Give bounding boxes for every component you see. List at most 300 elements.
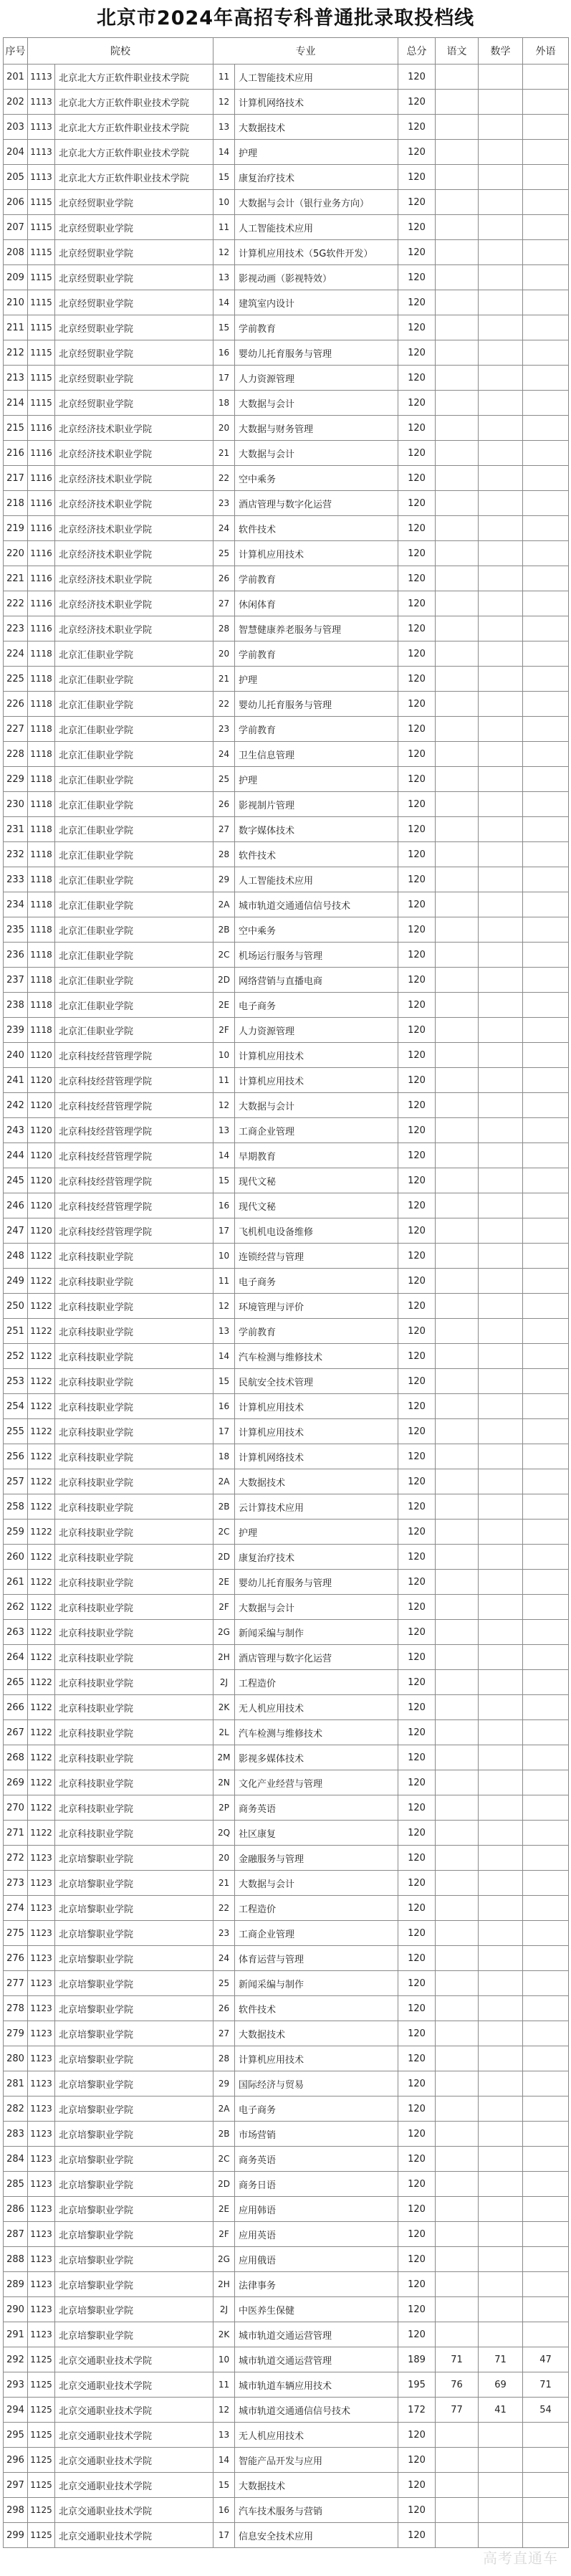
foreign-score-cell — [523, 1996, 569, 2021]
school-name-cell: 北京科技职业学院 — [55, 1695, 213, 1720]
total-score-cell: 120 — [398, 215, 436, 240]
school-code-cell: 1122 — [28, 1595, 55, 1620]
school-name-cell: 北京经济技术职业学院 — [55, 466, 213, 491]
chinese-score-cell — [436, 366, 479, 391]
school-name-cell: 北京交通职业技术学院 — [55, 2448, 213, 2473]
major-name-cell: 学前教育 — [235, 566, 398, 591]
math-score-cell — [479, 817, 523, 842]
major-code-cell: 10 — [213, 1043, 235, 1068]
seq-cell: 212 — [4, 340, 28, 366]
chinese-score-cell — [436, 1871, 479, 1896]
total-score-cell: 120 — [398, 1143, 436, 1168]
school-name-cell: 北京科技职业学院 — [55, 1745, 213, 1770]
school-code-cell: 1125 — [28, 2473, 55, 2498]
school-code-cell: 1115 — [28, 340, 55, 366]
chinese-score-cell — [436, 943, 479, 968]
school-name-cell: 北京科技经营管理学院 — [55, 1068, 213, 1093]
major-code-cell: 13 — [213, 265, 235, 290]
total-score-cell: 120 — [398, 541, 436, 566]
chinese-score-cell — [436, 1419, 479, 1444]
major-code-cell: 21 — [213, 667, 235, 692]
school-name-cell: 北京交通职业技术学院 — [55, 2398, 213, 2423]
school-code-cell: 1122 — [28, 1620, 55, 1645]
table-row — [4, 566, 569, 591]
total-score-cell: 120 — [398, 1093, 436, 1118]
major-name-cell: 婴幼儿托育服务与管理 — [235, 340, 398, 366]
total-score-cell: 120 — [398, 641, 436, 667]
school-code-cell: 1116 — [28, 441, 55, 466]
foreign-score-cell — [523, 1118, 569, 1143]
total-score-cell: 120 — [398, 441, 436, 466]
school-name-cell: 北京汇佳职业学院 — [55, 742, 213, 767]
major-name-cell: 无人机应用技术 — [235, 1695, 398, 1720]
school-name-cell: 北京汇佳职业学院 — [55, 867, 213, 892]
school-code-cell: 1123 — [28, 1946, 55, 1971]
school-code-cell: 1122 — [28, 1720, 55, 1745]
total-score-cell: 120 — [398, 616, 436, 641]
major-code-cell: 2J — [213, 1670, 235, 1695]
foreign-score-cell — [523, 65, 569, 90]
major-code-cell: 23 — [213, 1921, 235, 1946]
major-code-cell: 2P — [213, 1795, 235, 1821]
school-code-cell: 1122 — [28, 1545, 55, 1570]
school-name-cell: 北京科技职业学院 — [55, 1620, 213, 1645]
school-name-cell: 北京汇佳职业学院 — [55, 767, 213, 792]
chinese-score-cell — [436, 1218, 479, 1244]
chinese-score-cell — [436, 2222, 479, 2247]
major-name-cell: 休闲体育 — [235, 591, 398, 616]
school-code-cell: 1118 — [28, 667, 55, 692]
major-name-cell: 城市轨道交通运营管理 — [235, 2322, 398, 2347]
foreign-score-cell — [523, 1294, 569, 1319]
total-score-cell: 120 — [398, 491, 436, 516]
foreign-score-cell — [523, 1545, 569, 1570]
school-code-cell: 1116 — [28, 591, 55, 616]
major-name-cell: 金融服务与管理 — [235, 1846, 398, 1871]
table-row — [4, 867, 569, 892]
major-code-cell: 25 — [213, 541, 235, 566]
major-code-cell: 26 — [213, 792, 235, 817]
seq-cell: 294 — [4, 2398, 28, 2423]
chinese-score-cell — [436, 190, 479, 215]
foreign-score-cell — [523, 416, 569, 441]
seq-cell: 218 — [4, 491, 28, 516]
foreign-score-cell — [523, 115, 569, 140]
school-code-cell: 1122 — [28, 1369, 55, 1394]
foreign-score-cell: 54 — [523, 2398, 569, 2423]
major-code-cell: 2B — [213, 2122, 235, 2147]
total-score-cell: 120 — [398, 1971, 436, 1996]
math-score-cell — [479, 1520, 523, 1545]
chinese-score-cell — [436, 2448, 479, 2473]
foreign-score-cell — [523, 1871, 569, 1896]
chinese-score-cell — [436, 265, 479, 290]
total-score-cell: 120 — [398, 1595, 436, 1620]
school-code-cell: 1122 — [28, 1570, 55, 1595]
table-row — [4, 692, 569, 717]
major-code-cell: 2L — [213, 1720, 235, 1745]
foreign-score-cell — [523, 1394, 569, 1419]
chinese-score-cell — [436, 1570, 479, 1595]
school-name-cell: 北京汇佳职业学院 — [55, 993, 213, 1018]
seq-cell: 296 — [4, 2448, 28, 2473]
school-code-cell: 1125 — [28, 2523, 55, 2548]
foreign-score-cell — [523, 2071, 569, 2096]
header-chinese: 语文 — [436, 38, 479, 65]
school-code-cell: 1123 — [28, 2172, 55, 2197]
school-name-cell: 北京培黎职业学院 — [55, 2046, 213, 2071]
chinese-score-cell — [436, 1545, 479, 1570]
school-name-cell: 北京汇佳职业学院 — [55, 1018, 213, 1043]
major-code-cell: 24 — [213, 742, 235, 767]
major-name-cell: 城市轨道车辆应用技术 — [235, 2372, 398, 2398]
math-score-cell — [479, 2423, 523, 2448]
math-score-cell — [479, 2071, 523, 2096]
math-score-cell: 69 — [479, 2372, 523, 2398]
table-row — [4, 1971, 569, 1996]
table-row — [4, 1745, 569, 1770]
foreign-score-cell: 47 — [523, 2347, 569, 2372]
chinese-score-cell — [436, 165, 479, 190]
table-row — [4, 315, 569, 340]
math-score-cell — [479, 2322, 523, 2347]
major-name-cell: 人力资源管理 — [235, 1018, 398, 1043]
total-score-cell: 120 — [398, 315, 436, 340]
major-code-cell: 11 — [213, 215, 235, 240]
major-name-cell: 汽车检测与维修技术 — [235, 1344, 398, 1369]
school-name-cell: 北京交通职业技术学院 — [55, 2498, 213, 2523]
table-row — [4, 2122, 569, 2147]
admission-score-table — [3, 37, 569, 2548]
chinese-score-cell — [436, 1018, 479, 1043]
table-row — [4, 2071, 569, 2096]
seq-cell: 230 — [4, 792, 28, 817]
major-name-cell: 护理 — [235, 667, 398, 692]
header-total: 总分 — [398, 38, 436, 65]
seq-cell: 228 — [4, 742, 28, 767]
major-code-cell: 13 — [213, 1319, 235, 1344]
table-row — [4, 1043, 569, 1068]
total-score-cell: 120 — [398, 1469, 436, 1494]
major-name-cell: 大数据技术 — [235, 2473, 398, 2498]
major-code-cell: 2A — [213, 892, 235, 917]
watermark: 高考直通车 — [483, 2549, 558, 2567]
chinese-score-cell — [436, 1846, 479, 1871]
school-code-cell: 1120 — [28, 1218, 55, 1244]
math-score-cell — [479, 391, 523, 416]
major-code-cell: 13 — [213, 1118, 235, 1143]
total-score-cell: 120 — [398, 968, 436, 993]
major-code-cell: 24 — [213, 516, 235, 541]
chinese-score-cell — [436, 115, 479, 140]
seq-cell: 237 — [4, 968, 28, 993]
school-code-cell: 1123 — [28, 1921, 55, 1946]
math-score-cell — [479, 2046, 523, 2071]
math-score-cell — [479, 1494, 523, 1520]
school-name-cell: 北京经贸职业学院 — [55, 190, 213, 215]
school-name-cell: 北京培黎职业学院 — [55, 2297, 213, 2322]
chinese-score-cell — [436, 667, 479, 692]
chinese-score-cell — [436, 1043, 479, 1068]
major-name-cell: 计算机应用技术（5G软件开发） — [235, 240, 398, 265]
math-score-cell — [479, 1871, 523, 1896]
seq-cell: 204 — [4, 140, 28, 165]
foreign-score-cell — [523, 1720, 569, 1745]
school-code-cell: 1125 — [28, 2372, 55, 2398]
seq-cell: 265 — [4, 1670, 28, 1695]
math-score-cell — [479, 1068, 523, 1093]
total-score-cell: 195 — [398, 2372, 436, 2398]
major-name-cell: 城市轨道交通通信信号技术 — [235, 2398, 398, 2423]
table-row — [4, 2523, 569, 2548]
major-name-cell: 体育运营与管理 — [235, 1946, 398, 1971]
school-code-cell: 1120 — [28, 1093, 55, 1118]
total-score-cell: 120 — [398, 1118, 436, 1143]
foreign-score-cell — [523, 993, 569, 1018]
major-code-cell: 15 — [213, 1168, 235, 1193]
school-name-cell: 北京培黎职业学院 — [55, 1996, 213, 2021]
major-code-cell: 17 — [213, 2523, 235, 2548]
seq-cell: 257 — [4, 1469, 28, 1494]
total-score-cell: 120 — [398, 792, 436, 817]
math-score-cell — [479, 541, 523, 566]
total-score-cell: 120 — [398, 416, 436, 441]
seq-cell: 281 — [4, 2071, 28, 2096]
school-name-cell: 北京培黎职业学院 — [55, 1946, 213, 1971]
total-score-cell: 120 — [398, 1494, 436, 1520]
math-score-cell — [479, 917, 523, 943]
foreign-score-cell — [523, 2122, 569, 2147]
major-name-cell: 数字媒体技术 — [235, 817, 398, 842]
school-code-cell: 1120 — [28, 1193, 55, 1218]
table-row — [4, 1896, 569, 1921]
chinese-score-cell: 77 — [436, 2398, 479, 2423]
school-name-cell: 北京科技职业学院 — [55, 1419, 213, 1444]
table-row — [4, 667, 569, 692]
total-score-cell: 120 — [398, 1545, 436, 1570]
foreign-score-cell — [523, 2046, 569, 2071]
school-name-cell: 北京汇佳职业学院 — [55, 667, 213, 692]
foreign-score-cell — [523, 90, 569, 115]
foreign-score-cell — [523, 742, 569, 767]
school-code-cell: 1122 — [28, 1269, 55, 1294]
seq-cell: 261 — [4, 1570, 28, 1595]
major-code-cell: 27 — [213, 2021, 235, 2046]
foreign-score-cell — [523, 2297, 569, 2322]
major-code-cell: 22 — [213, 692, 235, 717]
seq-cell: 263 — [4, 1620, 28, 1645]
school-name-cell: 北京科技经营管理学院 — [55, 1093, 213, 1118]
total-score-cell: 120 — [398, 140, 436, 165]
header-math: 数学 — [479, 38, 523, 65]
school-code-cell: 1123 — [28, 2222, 55, 2247]
major-name-cell: 应用韩语 — [235, 2197, 398, 2222]
total-score-cell: 120 — [398, 2122, 436, 2147]
table-row — [4, 2398, 569, 2423]
major-name-cell: 大数据与会计 — [235, 1093, 398, 1118]
chinese-score-cell — [436, 2297, 479, 2322]
math-score-cell — [479, 993, 523, 1018]
major-name-cell: 人力资源管理 — [235, 366, 398, 391]
major-code-cell: 2G — [213, 2247, 235, 2272]
school-name-cell: 北京经贸职业学院 — [55, 366, 213, 391]
table-row — [4, 1193, 569, 1218]
foreign-score-cell — [523, 1770, 569, 1795]
school-code-cell: 1120 — [28, 1143, 55, 1168]
table-row — [4, 1018, 569, 1043]
major-name-cell: 大数据与财务管理 — [235, 416, 398, 441]
foreign-score-cell — [523, 1093, 569, 1118]
foreign-score-cell — [523, 842, 569, 867]
total-score-cell: 120 — [398, 516, 436, 541]
table-row — [4, 2222, 569, 2247]
school-name-cell: 北京经贸职业学院 — [55, 391, 213, 416]
chinese-score-cell — [436, 767, 479, 792]
school-code-cell: 1123 — [28, 2147, 55, 2172]
major-code-cell: 26 — [213, 566, 235, 591]
math-score-cell — [479, 1570, 523, 1595]
school-name-cell: 北京培黎职业学院 — [55, 2021, 213, 2046]
school-code-cell: 1116 — [28, 516, 55, 541]
major-code-cell: 2J — [213, 2297, 235, 2322]
seq-cell: 240 — [4, 1043, 28, 1068]
major-name-cell: 护理 — [235, 140, 398, 165]
total-score-cell: 120 — [398, 366, 436, 391]
total-score-cell: 120 — [398, 2071, 436, 2096]
seq-cell: 239 — [4, 1018, 28, 1043]
table-row — [4, 1143, 569, 1168]
major-code-cell: 12 — [213, 240, 235, 265]
seq-cell: 202 — [4, 90, 28, 115]
major-code-cell: 27 — [213, 591, 235, 616]
major-code-cell: 2H — [213, 1645, 235, 1670]
total-score-cell: 120 — [398, 2423, 436, 2448]
table-row — [4, 1444, 569, 1469]
major-name-cell: 计算机应用技术 — [235, 1394, 398, 1419]
chinese-score-cell — [436, 2197, 479, 2222]
school-code-cell: 1118 — [28, 1018, 55, 1043]
table-row — [4, 416, 569, 441]
total-score-cell: 120 — [398, 1896, 436, 1921]
seq-cell: 297 — [4, 2473, 28, 2498]
chinese-score-cell — [436, 2071, 479, 2096]
math-score-cell — [479, 2172, 523, 2197]
total-score-cell: 120 — [398, 115, 436, 140]
major-code-cell: 26 — [213, 1996, 235, 2021]
math-score-cell — [479, 2021, 523, 2046]
seq-cell: 211 — [4, 315, 28, 340]
major-code-cell: 21 — [213, 441, 235, 466]
math-score-cell — [479, 2272, 523, 2297]
total-score-cell: 120 — [398, 290, 436, 315]
major-name-cell: 人工智能技术应用 — [235, 65, 398, 90]
total-score-cell: 120 — [398, 1695, 436, 1720]
table-row — [4, 1344, 569, 1369]
school-code-cell: 1122 — [28, 1494, 55, 1520]
math-score-cell — [479, 491, 523, 516]
major-name-cell: 空中乘务 — [235, 466, 398, 491]
school-code-cell: 1122 — [28, 1520, 55, 1545]
school-code-cell: 1122 — [28, 1821, 55, 1846]
total-score-cell: 120 — [398, 340, 436, 366]
major-name-cell: 影视制片管理 — [235, 792, 398, 817]
seq-cell: 290 — [4, 2297, 28, 2322]
major-name-cell: 软件技术 — [235, 842, 398, 867]
chinese-score-cell — [436, 140, 479, 165]
major-name-cell: 婴幼儿托育服务与管理 — [235, 1570, 398, 1595]
major-name-cell: 智慧健康养老服务与管理 — [235, 616, 398, 641]
math-score-cell — [479, 1645, 523, 1670]
chinese-score-cell — [436, 1369, 479, 1394]
school-code-cell: 1118 — [28, 742, 55, 767]
seq-cell: 298 — [4, 2498, 28, 2523]
total-score-cell: 120 — [398, 767, 436, 792]
table-row — [4, 1795, 569, 1821]
major-name-cell: 卫生信息管理 — [235, 742, 398, 767]
total-score-cell: 120 — [398, 817, 436, 842]
foreign-score-cell — [523, 943, 569, 968]
seq-cell: 201 — [4, 65, 28, 90]
seq-cell: 253 — [4, 1369, 28, 1394]
school-code-cell: 1118 — [28, 968, 55, 993]
major-name-cell: 环境管理与评价 — [235, 1294, 398, 1319]
major-code-cell: 13 — [213, 115, 235, 140]
chinese-score-cell — [436, 641, 479, 667]
foreign-score-cell — [523, 1745, 569, 1770]
total-score-cell: 120 — [398, 2523, 436, 2548]
chinese-score-cell — [436, 591, 479, 616]
major-name-cell: 云计算技术应用 — [235, 1494, 398, 1520]
chinese-score-cell: 76 — [436, 2372, 479, 2398]
table-row — [4, 917, 569, 943]
total-score-cell: 120 — [398, 1419, 436, 1444]
table-row — [4, 1846, 569, 1871]
major-name-cell: 学前教育 — [235, 1319, 398, 1344]
table-row — [4, 65, 569, 90]
math-score-cell — [479, 968, 523, 993]
foreign-score-cell — [523, 2247, 569, 2272]
foreign-score-cell — [523, 1193, 569, 1218]
seq-cell: 251 — [4, 1319, 28, 1344]
major-code-cell: 12 — [213, 1294, 235, 1319]
school-name-cell: 北京科技职业学院 — [55, 1645, 213, 1670]
school-code-cell: 1120 — [28, 1118, 55, 1143]
chinese-score-cell — [436, 1269, 479, 1294]
major-name-cell: 酒店管理与数字化运营 — [235, 1645, 398, 1670]
table-row — [4, 2297, 569, 2322]
major-code-cell: 14 — [213, 1344, 235, 1369]
school-name-cell: 北京汇佳职业学院 — [55, 641, 213, 667]
seq-cell: 273 — [4, 1871, 28, 1896]
major-name-cell: 康复治疗技术 — [235, 1545, 398, 1570]
seq-cell: 229 — [4, 767, 28, 792]
chinese-score-cell — [436, 1795, 479, 1821]
total-score-cell: 120 — [398, 1068, 436, 1093]
school-code-cell: 1118 — [28, 767, 55, 792]
school-code-cell: 1123 — [28, 2096, 55, 2122]
school-name-cell: 北京经济技术职业学院 — [55, 416, 213, 441]
math-score-cell — [479, 2523, 523, 2548]
table-row — [4, 1419, 569, 1444]
school-code-cell: 1118 — [28, 717, 55, 742]
major-code-cell: 12 — [213, 2398, 235, 2423]
school-code-cell: 1122 — [28, 1344, 55, 1369]
chinese-score-cell — [436, 842, 479, 867]
school-name-cell: 北京北大方正软件职业技术学院 — [55, 165, 213, 190]
school-code-cell: 1122 — [28, 1319, 55, 1344]
table-row — [4, 1871, 569, 1896]
school-name-cell: 北京汇佳职业学院 — [55, 842, 213, 867]
